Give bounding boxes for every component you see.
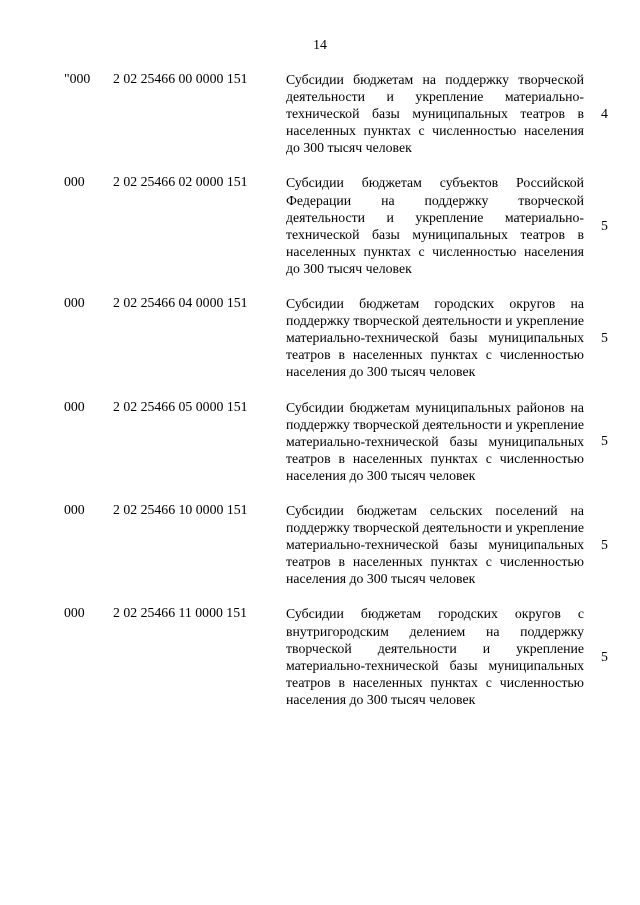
budget-code: 2 02 25466 04 0000 151: [113, 295, 248, 311]
budget-classification-table: [0, 71, 640, 726]
income-description: Субсидии бюджетам муниципальных районов на поддержку творческой деятельности и укрепление материально-технической базы муниципальных театров в населенных пунктах с численностью населения до 300 тысяч человек: [286, 399, 584, 483]
budget-code: 2 02 25466 05 0000 151: [113, 398, 248, 414]
budget-code: 2 02 25466 00 0000 151: [113, 71, 248, 86]
table-row: [0, 174, 640, 277]
admin-code: 000: [64, 501, 85, 517]
page-number: 14: [313, 37, 327, 52]
income-description: Субсидии бюджетам субъектов Российской Федерации на поддержку творческой деятельности и укрепление материально-технической базы муниципальных театров в населенных пунктах с численностью населения до 300 тысяч человек: [286, 175, 584, 276]
admin-code: 000: [64, 605, 85, 621]
row-mark: 5: [601, 217, 608, 233]
table-row: [0, 605, 640, 708]
row-mark: 5: [601, 648, 608, 664]
row-mark: 5: [601, 329, 608, 345]
row-mark: 5: [601, 536, 608, 552]
admin-code: 000: [64, 295, 85, 311]
table-row: [0, 502, 640, 587]
admin-code: 000: [64, 398, 85, 414]
table-row: [0, 399, 640, 484]
admin-code: "000: [64, 71, 91, 86]
income-description: Субсидии бюджетам на поддержку творческой деятельности и укрепление материально-технической базы муниципальных театров в населенных пунктах с численностью населения до 300 тысяч человек: [286, 72, 584, 156]
income-description: Субсидии бюджетам городских округов на поддержку творческой деятельности и укрепление материально-технической базы муниципальных театров в населенных пунктах с численностью населения до 300 тысяч человек: [286, 296, 584, 380]
admin-code: 000: [64, 174, 85, 190]
table-row: [0, 295, 640, 380]
budget-code: 2 02 25466 10 0000 151: [113, 501, 248, 517]
income-description: Субсидии бюджетам сельских поселений на поддержку творческой деятельности и укрепление материально-технической базы муниципальных театров в населенных пунктах с численностью населения до 300 тысяч человек: [286, 502, 584, 587]
income-description: Субсидии бюджетам городских округов с внутригородским делением на поддержку творческой деятельности и укрепление материально-технической базы муниципальных театров в населенных пунктах с численностью населения до 300 тысяч человек: [286, 606, 584, 707]
budget-code: 2 02 25466 11 0000 151: [113, 605, 248, 621]
table-row: [0, 71, 640, 156]
budget-code: 2 02 25466 02 0000 151: [113, 174, 248, 190]
row-mark: 4: [601, 105, 608, 121]
row-mark: 5: [601, 433, 608, 449]
